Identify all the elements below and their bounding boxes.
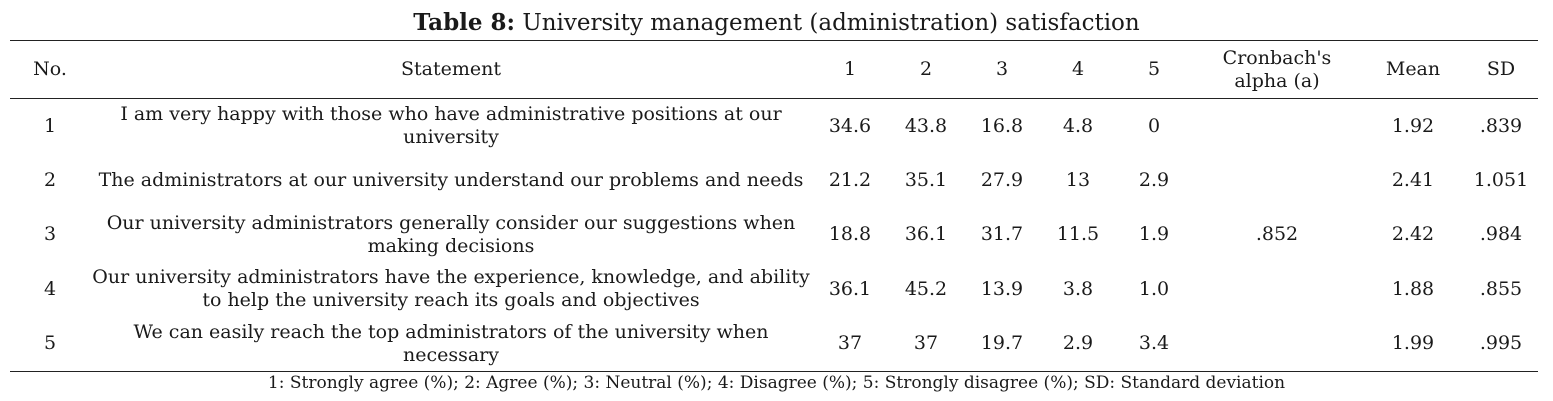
header-sd: SD	[1486, 58, 1516, 80]
row-col-1: 21.2	[828, 168, 872, 191]
row-statement: I am very happy with those who have administrative positions at our university	[120, 103, 782, 148]
row-col-3: 13.9	[980, 277, 1024, 300]
row-col-4: 11.5	[1056, 223, 1100, 246]
row-col-3: 19.7	[980, 332, 1024, 354]
row-col-4: 2.9	[1062, 332, 1094, 354]
table-caption-title: University management (administration) satisfaction	[522, 10, 1140, 36]
row-mean: 1.92	[1391, 114, 1435, 137]
row-col-1: 36.1	[828, 277, 872, 300]
table-header-row	[10, 41, 1538, 99]
row-col-1: 37	[837, 332, 863, 354]
row-statement: Our university administrators have the experience, knowledge, and ability to help the university reach its goals and objectives	[92, 266, 810, 312]
header-col-4: 4	[1071, 58, 1085, 80]
table-caption-label: Table 8:	[413, 9, 516, 36]
row-col-2: 35.1	[904, 168, 948, 191]
row-mean: 1.99	[1391, 332, 1435, 354]
row-col-1: 34.6	[828, 114, 872, 137]
row-col-4: 4.8	[1062, 114, 1094, 137]
row-col-5: 0	[1147, 114, 1161, 137]
row-statement: Our university administrators generally consider our suggestions when making decisions	[106, 211, 796, 257]
row-col-3: 27.9	[980, 168, 1024, 191]
row-no: 1	[43, 114, 57, 137]
header-no: No.	[33, 58, 67, 80]
row-statement: We can easily reach the top administrators of the university when necessary	[133, 320, 769, 366]
header-col-3: 3	[995, 58, 1009, 80]
header-col-1: 1	[843, 58, 857, 80]
row-sd: .984	[1479, 223, 1523, 246]
row-col-5: 1.9	[1138, 223, 1170, 246]
row-col-4: 13	[1065, 168, 1091, 191]
row-no: 2	[43, 168, 57, 191]
row-no: 5	[43, 332, 57, 354]
row-sd: .995	[1479, 332, 1523, 354]
row-col-5: 2.9	[1138, 168, 1170, 191]
row-col-1: 18.8	[828, 223, 872, 246]
row-sd: .855	[1479, 277, 1523, 300]
cronbach-alpha-value: .852	[1255, 223, 1299, 246]
table-footnote: 1: Strongly agree (%); 2: Agree (%); 3: Neutral (%); 4: Disagree (%); 5: Strongly disagree (%); SD: Standard deviation	[267, 373, 1286, 393]
row-col-2: 37	[913, 332, 939, 354]
row-col-2: 45.2	[904, 277, 948, 300]
row-col-3: 16.8	[980, 114, 1024, 137]
header-statement: Statement	[401, 58, 501, 80]
row-col-3: 31.7	[980, 223, 1024, 246]
row-no: 4	[43, 277, 57, 300]
row-mean: 1.88	[1391, 277, 1435, 300]
satisfaction-table	[10, 40, 1538, 372]
table-caption	[0, 8, 1553, 38]
row-mean: 2.42	[1391, 223, 1435, 246]
header-col-5: 5	[1147, 58, 1161, 80]
table-row	[10, 99, 1538, 154]
row-col-2: 43.8	[904, 114, 948, 137]
row-col-4: 3.8	[1062, 277, 1094, 300]
row-statement: The administrators at our university understand our problems and needs	[98, 168, 804, 191]
row-col-5: 3.4	[1138, 332, 1170, 354]
row-col-5: 1.0	[1138, 277, 1170, 300]
row-mean: 2.41	[1391, 168, 1435, 191]
row-sd: .839	[1479, 114, 1523, 137]
header-col-2: 2	[919, 58, 933, 80]
row-col-2: 36.1	[904, 223, 948, 246]
row-sd: 1.051	[1473, 168, 1529, 191]
header-mean: Mean	[1385, 58, 1441, 80]
header-cronbach-alpha: Cronbach's alpha (a)	[1222, 46, 1332, 92]
row-no: 3	[43, 223, 57, 246]
